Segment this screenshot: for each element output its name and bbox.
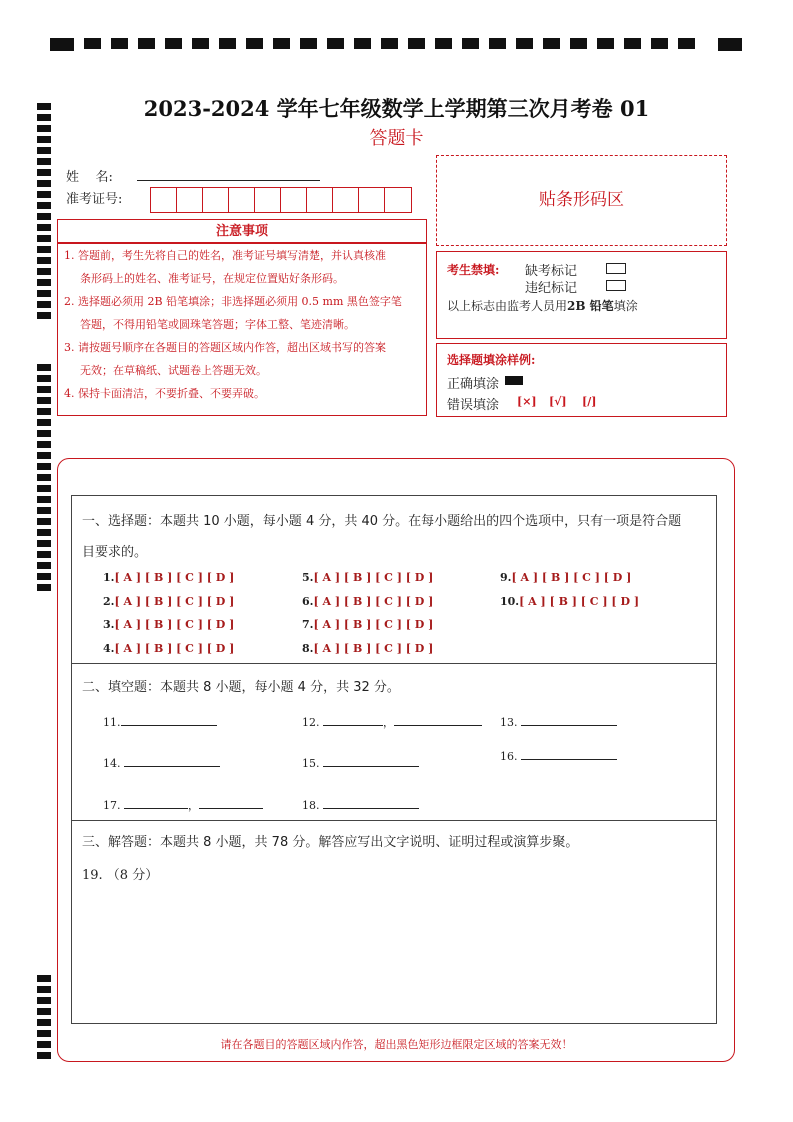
note-bold: 2B 铅笔: [567, 299, 614, 313]
fill-blank-16[interactable]: 16.: [500, 748, 617, 763]
id-number-boxes[interactable]: [150, 187, 412, 213]
fill-sample-box: [436, 343, 727, 417]
section1-heading-line2: 目要求的。: [82, 545, 148, 560]
name-field[interactable]: [137, 180, 320, 181]
mc-question-3[interactable]: 3.[ A ] [ B ] [ C ] [ D ]: [103, 618, 235, 631]
section-divider: [72, 663, 716, 664]
section3-heading: 三、解答题：本题共 8 小题，共 78 分。解答应写出文字说明、证明过程或演算步聚。: [82, 835, 579, 850]
notice-line-1: 1. 答题前，考生先将自己的姓名，准考证号填写清楚，并认真核准: [64, 249, 386, 262]
fill-blank-13[interactable]: 13.: [500, 714, 617, 729]
id-label: 准考证号:: [66, 192, 123, 207]
id-digit-box[interactable]: [307, 188, 333, 212]
blank-line[interactable]: [124, 755, 220, 767]
correct-fill-label: 正确填涂: [447, 377, 500, 392]
mc-question-6[interactable]: 6.[ A ] [ B ] [ C ] [ D ]: [302, 595, 434, 608]
notice-line-2: 条形码上的姓名、准考证号，在规定位置贴好条形码。: [80, 272, 344, 285]
page-subtitle: 答题卡: [369, 128, 424, 149]
fill-blank-18[interactable]: 18.: [302, 797, 419, 812]
notice-line-3: 2. 选择题必须用 2B 铅笔填涂；非选择题必须用 0.5 mm 黑色签字笔: [64, 295, 402, 308]
id-digit-box[interactable]: [255, 188, 281, 212]
mc-question-8[interactable]: 8.[ A ] [ B ] [ C ] [ D ]: [302, 642, 434, 655]
blank-line[interactable]: [199, 797, 263, 809]
section-divider: [72, 820, 716, 821]
id-digit-box[interactable]: [359, 188, 385, 212]
mc-question-5[interactable]: 5.[ A ] [ B ] [ C ] [ D ]: [302, 571, 434, 584]
blank-line[interactable]: [323, 714, 383, 726]
blank-line[interactable]: [124, 797, 188, 809]
question-19-answer-area[interactable]: [82, 886, 702, 1016]
barcode-area: 贴条形码区: [436, 155, 727, 246]
id-digit-box[interactable]: [177, 188, 203, 212]
mc-question-1[interactable]: 1.[ A ] [ B ] [ C ] [ D ]: [103, 571, 235, 584]
exam-forbidden-label: 考生禁填:: [447, 263, 500, 277]
exam-forbidden-box: [436, 251, 727, 339]
section2-heading: 二、填空题：本题共 8 小题，每小题 4 分，共 32 分。: [82, 680, 400, 695]
fill-blank-14[interactable]: 14.: [103, 755, 220, 770]
notice-line-7: 4. 保持卡面清洁，不要折叠、不要弄破。: [64, 387, 265, 400]
mc-question-10[interactable]: 10.[ A ] [ B ] [ C ] [ D ]: [500, 595, 640, 608]
notice-heading: 注意事项: [57, 219, 427, 243]
mc-question-7[interactable]: 7.[ A ] [ B ] [ C ] [ D ]: [302, 618, 434, 631]
notice-line-6: 无效；在草稿纸、试题卷上答题无效。: [80, 364, 267, 377]
page-title: 2023-2024 学年七年级数学上学期第三次月考卷 01: [143, 96, 650, 121]
footer-warning: 请在各题目的答题区域内作答，超出黑色矩形边框限定区域的答案无效！: [220, 1038, 573, 1051]
blank-line[interactable]: [521, 714, 617, 726]
exam-forbidden-note: [447, 297, 638, 314]
fill-blank-17[interactable]: 17. ，: [103, 797, 263, 813]
id-digit-box[interactable]: [385, 188, 411, 212]
blank-line[interactable]: [394, 714, 482, 726]
id-digit-box[interactable]: [229, 188, 255, 212]
blank-line[interactable]: [323, 755, 419, 767]
id-digit-box[interactable]: [151, 188, 177, 212]
notice-line-5: 3. 请按题号顺序在各题目的答题区域内作答，超出区域书写的答案: [64, 341, 386, 354]
absent-label: 缺考标记: [525, 264, 578, 279]
id-digit-box[interactable]: [333, 188, 359, 212]
wrong-mark-slash: [/]: [582, 395, 597, 408]
blank-line[interactable]: [323, 797, 419, 809]
question-19-label: 19. （8 分）: [82, 868, 159, 883]
name-label: 姓 名:: [66, 170, 113, 185]
violation-mark-box[interactable]: [606, 280, 626, 291]
blank-line[interactable]: [521, 748, 617, 760]
fill-blank-12[interactable]: 12. ，: [302, 714, 482, 730]
id-digit-box[interactable]: [203, 188, 229, 212]
violation-label: 违纪标记: [525, 281, 578, 296]
wrong-mark-check: [√]: [549, 395, 567, 408]
note-pre: 以上标志由监考人员用: [447, 299, 568, 313]
fill-blank-11[interactable]: 11.: [103, 714, 217, 729]
fill-blank-15[interactable]: 15.: [302, 755, 419, 770]
mc-question-2[interactable]: 2.[ A ] [ B ] [ C ] [ D ]: [103, 595, 235, 608]
mc-question-9[interactable]: 9.[ A ] [ B ] [ C ] [ D ]: [500, 571, 632, 584]
answer-box: [71, 495, 717, 1024]
section1-heading-line1: 一、选择题：本题共 10 小题，每小题 4 分，共 40 分。在每小题给出的四个选项中，只有一项是符合题: [82, 514, 682, 529]
notice-line-4: 答题，不得用铅笔或圆珠笔答题；字体工整、笔迹清晰。: [80, 318, 355, 331]
id-digit-box[interactable]: [281, 188, 307, 212]
wrong-fill-label: 错误填涂: [447, 398, 500, 413]
sample-heading: 选择题填涂样例:: [447, 353, 536, 367]
note-post: 填涂: [613, 299, 638, 313]
notice-box: [57, 243, 427, 416]
wrong-mark-cross: [×]: [517, 395, 537, 408]
blank-line[interactable]: [121, 714, 217, 726]
absent-mark-box[interactable]: [606, 263, 626, 274]
correct-fill-mark: [505, 376, 523, 385]
mc-question-4[interactable]: 4.[ A ] [ B ] [ C ] [ D ]: [103, 642, 235, 655]
